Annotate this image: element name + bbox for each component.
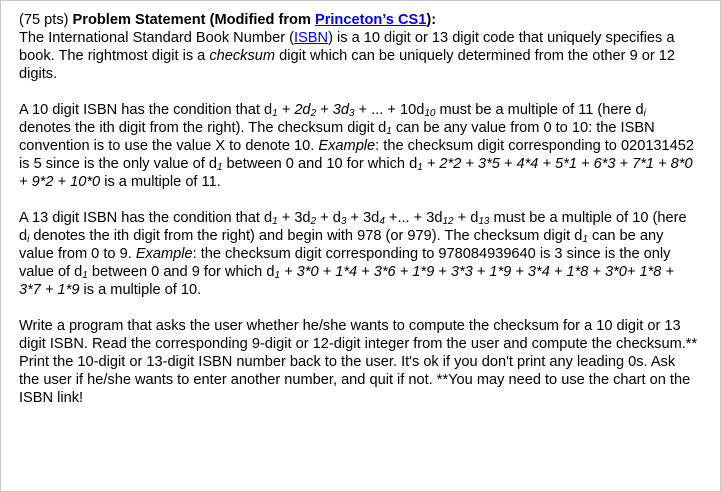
- isbn10-example-sum: + 2*2 + 3*5 + 4*4 + 5*1 + 6*3 + 7*1 + 8*0 + 9*2 + 10*0: [19, 156, 693, 190]
- program-instructions-paragraph: Write a program that asks the user whether he/she wants to compute the checksum for a 10 digit or 13 digit ISBN. Read the corresponding 9-digit or 12-digit integer from the user and compute the checksum.** Print the 10-digit or 13-digit ISBN number back to the user. It's ok if you don't print any leading 0s. Ask the user if he/she wants to enter another number, and quit if not. **You may need to use the chart on the ISBN link!: [19, 318, 698, 406]
- example-label: Example: [135, 246, 193, 262]
- isbn10-paragraph: A 10 digit ISBN has the condition that $d_1 + 2d_2 + 3d_3$ + ... + $10d_{10}$ must be a multiple of 11 (here $d_i$ denotes the ith digit from the right). The checksum digit $d_1$ can be any value from 0 to 10: the ISBN convention is to use the value X to denote 10. Example: the checksum digit corresponding to 020131452 is 5 since is the only value of $d_1$ between 0 and 10 for which $d_1 + 2*2 + 3*5 + 4*4 + 5*1 + 6*3 + 7*1 + 8*0 + 9*2 + 10*0$ is a multiple of 11.: [19, 102, 695, 190]
- points-label: (75 pts): [19, 12, 73, 28]
- problem-heading: [19, 11, 699, 29]
- princeton-cs1-link[interactable]: Princeton’s CS1: [314, 12, 427, 28]
- checksum-term: checksum: [209, 48, 276, 64]
- heading-title: Problem Statement (Modified from Princeton’s CS1):: [72, 12, 437, 28]
- isbn13-paragraph: A 13 digit ISBN has the condition that $d_1 + 3d_2 + d_3 + 3d_4$ +... + $3d_{12} + d_{13}$ must be a multiple of 10 (here $d_i$ denotes the ith digit from the right) and begin with 978 (or 979). The checksum digit $d_1$ can be any value from 0 to 9. Example: the checksum digit corresponding to 978084939640 is 3 since is the only value of $d_1$ between 0 and 9 for which $d_1 + 3*0 + 1*4 + 3*6 + 1*9 + 3*3 + 1*9 + 3*4 + 1*8 + 3*0+ 1*8 + 3*7 + 1*9$ is a multiple of 10.: [19, 210, 687, 298]
- intro-paragraph: The International Standard Book Number (ISBN) is a 10 digit or 13 digit code that uniquely specifies a book. The rightmost digit is a checksum digit which can be uniquely determined from the other 9 or 12 digits.: [19, 30, 676, 82]
- isbn13-example-sum: + 3*0 + 1*4 + 3*6 + 1*9 + 3*3 + 1*9 + 3*4 + 1*8 + 3*0+ 1*8 + 3*7 + 1*9: [19, 264, 674, 298]
- document-body: [19, 11, 699, 407]
- isbn-link[interactable]: ISBN: [294, 30, 329, 46]
- example-label: Example: [318, 138, 376, 154]
